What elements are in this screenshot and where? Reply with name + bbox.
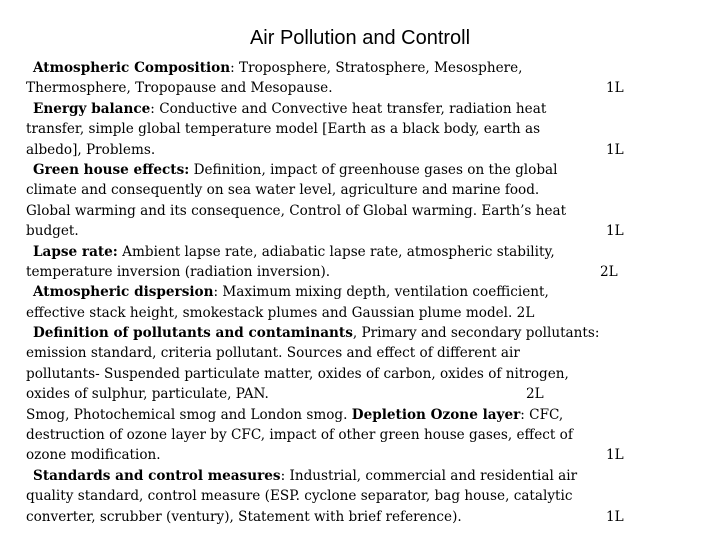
separator: :: [213, 284, 223, 301]
lapse-rate-line-1: [26, 242, 696, 262]
lecture-count: 1L: [606, 508, 624, 525]
green-house-effects-line-3: [26, 201, 696, 221]
energy-balance-line-3: [26, 140, 696, 160]
green-house-effects-line-2: [26, 180, 696, 200]
lapse-rate-heading: Lapse rate:: [33, 243, 118, 260]
smog-text: Smog, Photochemical smog and London smog.: [26, 406, 348, 423]
green-house-effects-text: climate and consequently on sea water level, agriculture and marine food.: [26, 182, 540, 199]
atmospheric-composition-line-1: [26, 58, 696, 78]
pollutants-definition-line-1: [26, 323, 696, 343]
lecture-count: 1L: [606, 141, 624, 158]
separator: ,: [352, 325, 362, 342]
pollutants-definition-text: Primary and secondary pollutants:: [361, 325, 600, 342]
atmospheric-dispersion-heading: Atmospheric dispersion: [33, 284, 214, 301]
ozone-depletion-text: ozone modification.: [26, 447, 161, 464]
standards-control-heading: Standards and control measures: [33, 467, 281, 484]
pollutants-definition-line-2: [26, 343, 696, 363]
energy-balance-heading: Energy balance: [33, 100, 151, 117]
pollutants-definition-line-4: [26, 384, 696, 404]
ozone-depletion-line-2: [26, 425, 696, 445]
lecture-count: 2L: [526, 386, 544, 403]
lecture-count: 2L: [600, 263, 618, 280]
ozone-depletion-text: destruction of ozone layer by CFC, impact of other green house gases, effect of: [26, 427, 573, 444]
standards-control-text: quality standard, control measure (ESP. cyclone separator, bag house, catalytic: [26, 488, 573, 505]
green-house-effects-heading: Green house effects:: [33, 161, 190, 178]
atmospheric-dispersion-text: Maximum mixing depth, ventilation coefficient,: [222, 284, 549, 301]
lecture-count: 1L: [606, 80, 624, 97]
standards-control-line-1: [26, 466, 696, 486]
standards-control-text: converter, scrubber (ventury), Statement with brief reference).: [26, 508, 462, 525]
ozone-depletion-heading: Depletion Ozone layer: [351, 406, 521, 423]
pollutants-definition-heading: Definition of pollutants and contaminants: [33, 325, 353, 342]
lecture-count: 1L: [606, 447, 624, 464]
atmospheric-composition-line-2: [26, 78, 696, 98]
atmospheric-composition-text: Troposphere, Stratosphere, Mesosphere,: [239, 60, 523, 76]
green-house-effects-text: Definition, impact of greenhouse gases on the global: [193, 161, 558, 178]
ozone-depletion-line-3: [26, 445, 696, 465]
separator: :: [150, 100, 160, 117]
standards-control-text: Industrial, commercial and residential air: [289, 467, 578, 484]
energy-balance-text: transfer, simple global temperature model [Earth as a black body, earth as: [26, 121, 541, 138]
syllabus-body: [26, 58, 696, 527]
lapse-rate-text: Ambient lapse rate, adiabatic lapse rate, atmospheric stability,: [122, 243, 555, 260]
ozone-depletion-line-1: [26, 405, 696, 425]
energy-balance-text: albedo], Problems.: [26, 141, 156, 158]
atmospheric-dispersion-text: effective stack height, smokestack plumes and Gaussian plume model. 2L: [26, 304, 535, 321]
separator: :: [520, 406, 530, 423]
atmospheric-dispersion-line-2: [26, 303, 696, 323]
separator: :: [280, 467, 290, 484]
lapse-rate-line-2: [26, 262, 696, 282]
green-house-effects-line-4: [26, 221, 696, 241]
pollutants-definition-text: emission standard, criteria pollutant. Sources and effect of different air: [26, 345, 520, 362]
energy-balance-text: Conductive and Convective heat transfer, radiation heat: [159, 100, 547, 117]
standards-control-line-2: [26, 486, 696, 506]
atmospheric-composition-heading: Atmospheric Composition: [33, 60, 231, 76]
slide-title: Air Pollution and Controll: [249, 27, 471, 49]
atmospheric-dispersion-line-1: [26, 282, 696, 302]
atmospheric-composition-text: Thermosphere, Tropopause and Mesopause.: [26, 80, 333, 97]
green-house-effects-text: budget.: [26, 223, 79, 240]
energy-balance-line-2: [26, 119, 696, 139]
pollutants-definition-line-3: [26, 364, 696, 384]
pollutants-definition-text: oxides of sulphur, particulate, PAN.: [26, 386, 269, 403]
separator: :: [230, 60, 240, 76]
lapse-rate-text: temperature inversion (radiation inversion).: [26, 263, 331, 280]
ozone-depletion-text: CFC,: [529, 406, 564, 423]
standards-control-line-3: [26, 507, 696, 527]
lecture-count: 1L: [606, 223, 624, 240]
pollutants-definition-text: pollutants- Suspended particulate matter, oxides of carbon, oxides of nitrogen,: [26, 365, 569, 382]
green-house-effects-text: Global warming and its consequence, Control of Global warming. Earth’s heat: [26, 202, 567, 219]
energy-balance-line-1: [26, 99, 696, 119]
green-house-effects-line-1: [26, 160, 696, 180]
